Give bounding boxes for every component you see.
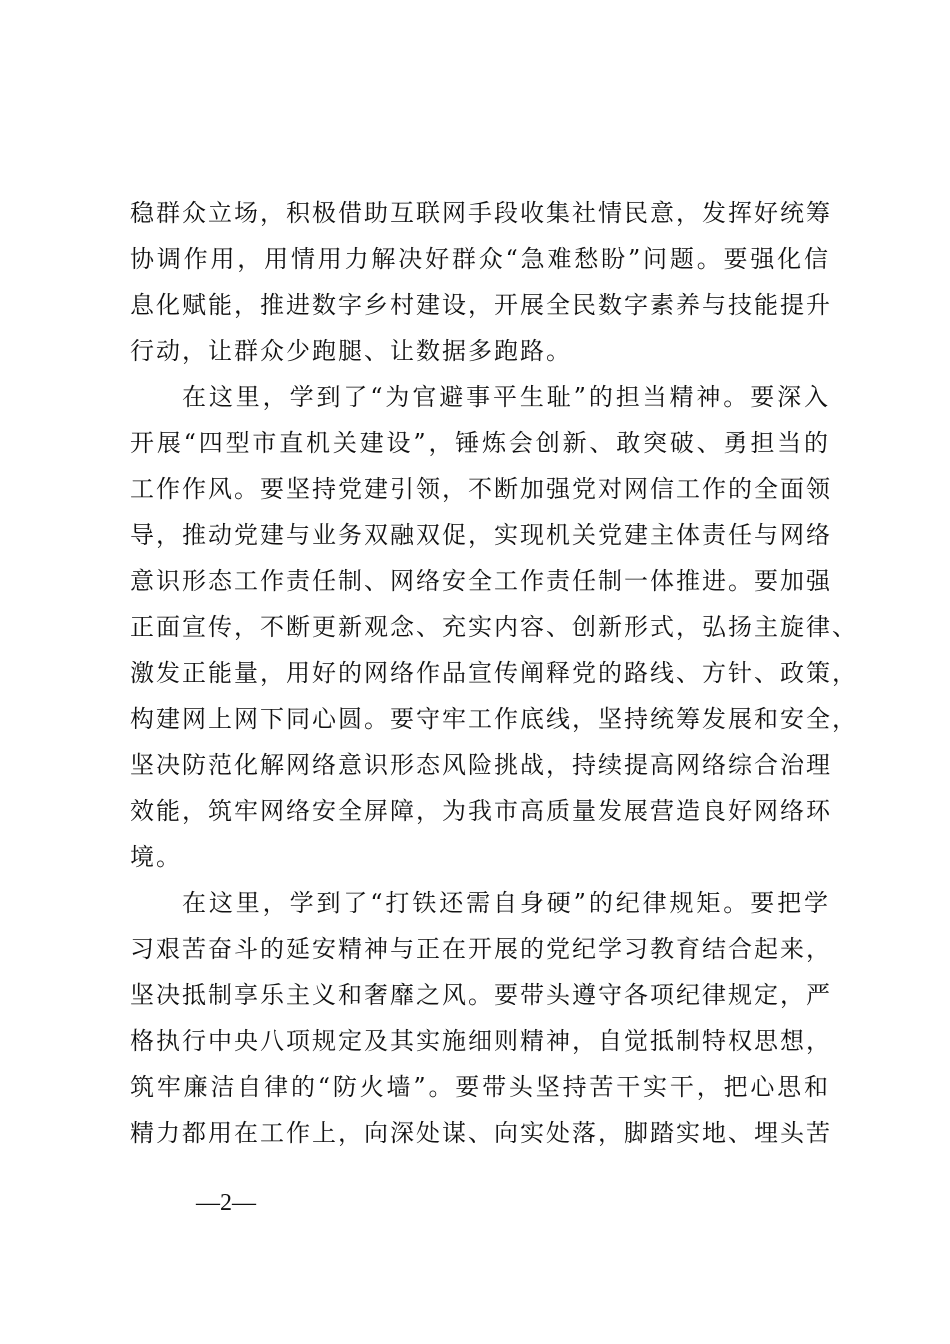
text-line: 协调作用，用情用力解决好群众“急难愁盼”问题。要强化信 [130,245,830,273]
text-line: 息化赋能，推进数字乡村建设，开展全民数字素养与技能提升 [130,291,832,319]
text-line: 坚决防范化解网络意识形态风险挑战，持续提高网络综合治理 [130,751,832,779]
text-line: 激发正能量，用好的网络作品宣传阐释党的路线、方针、政策， [130,659,858,687]
text-line: 意识形态工作责任制、网络安全工作责任制一体推进。要加强 [130,567,832,595]
page-number: —2— [196,1190,256,1216]
text-line: 精力都用在工作上，向深处谋、向实处落，脚踏实地、埋头苦 [130,1119,832,1147]
text-line: 筑牢廉洁自律的“防火墙”。要带头坚持苦干实干，把心思和 [130,1073,830,1101]
text-line: 稳群众立场，积极借助互联网手段收集社情民意，发挥好统筹 [130,199,832,227]
text-line: 正面宣传，不断更新观念、充实内容、创新形式，弘扬主旋律、 [130,613,858,641]
text-line: 坚决抵制享乐主义和奢靡之风。要带头遵守各项纪律规定，严 [130,981,832,1009]
text-line: 导，推动党建与业务双融双促，实现机关党建主体责任与网络 [130,521,832,549]
text-line: 在这里，学到了“打铁还需自身硬”的纪律规矩。要把学 [182,889,830,917]
text-line: 在这里，学到了“为官避事平生耻”的担当精神。要深入 [182,383,830,411]
text-line: 格执行中央八项规定及其实施细则精神，自觉抵制特权思想， [130,1027,832,1055]
text-line: 行动，让群众少跑腿、让数据多跑路。 [130,337,572,365]
text-line: 工作作风。要坚持党建引领，不断加强党对网信工作的全面领 [130,475,832,503]
text-line: 效能，筑牢网络安全屏障，为我市高质量发展营造良好网络环 [130,797,832,825]
text-line: 境。 [130,843,182,871]
text-line: 习艰苦奋斗的延安精神与正在开展的党纪学习教育结合起来， [130,935,832,963]
text-line: 开展“四型市直机关建设”，锤炼会创新、敢突破、勇担当的 [130,429,830,457]
text-line: 构建网上网下同心圆。要守牢工作底线，坚持统筹发展和安全， [130,705,858,733]
